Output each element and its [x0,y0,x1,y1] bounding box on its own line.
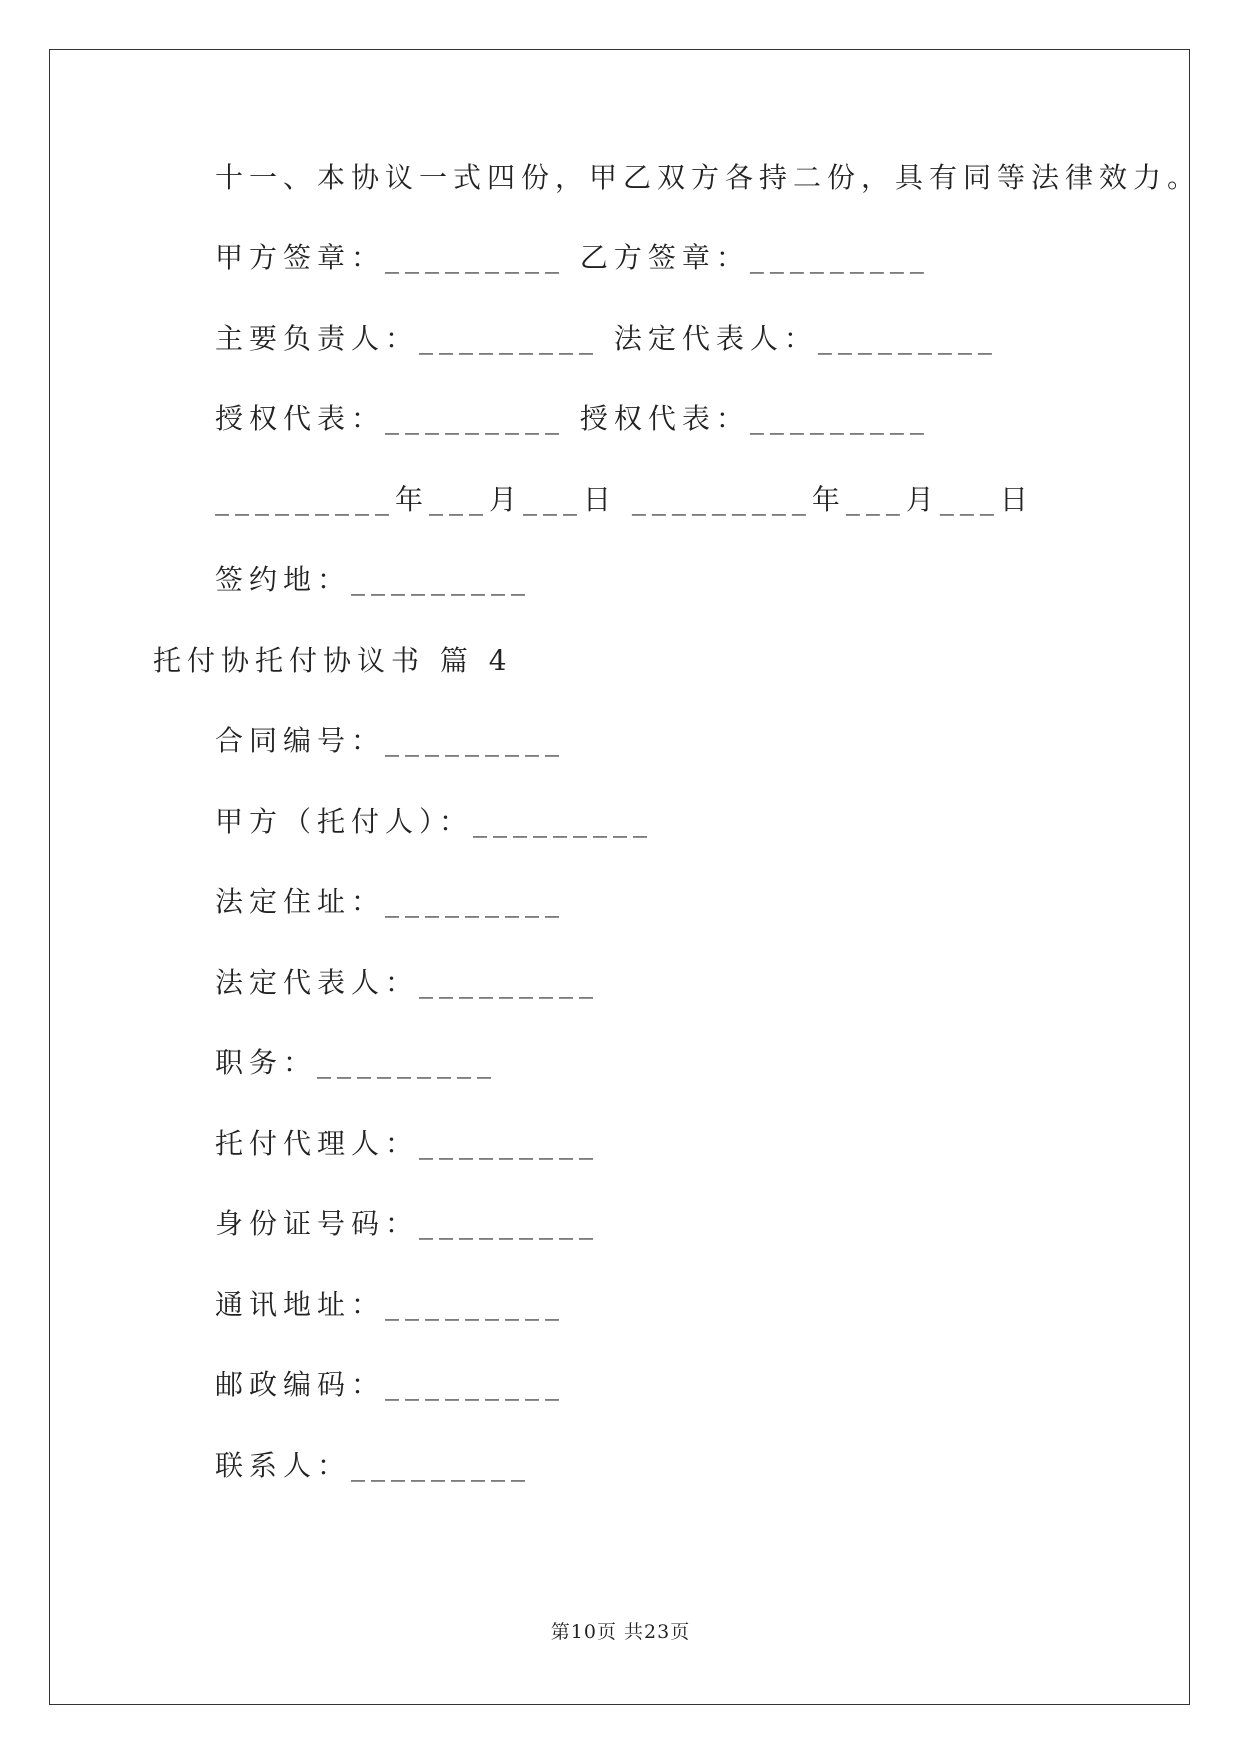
field-contact-person: 联系人：_________ [215,1449,532,1482]
field-legal-address: 法定住址：_________ [215,885,566,918]
signature-line: 甲方签章：_________ 乙方签章：_________ [215,241,930,274]
field-party-a: 甲方（托付人）：_________ [215,805,654,838]
field-legal-representative: 法定代表人：_________ [215,966,600,999]
date-line: _________年___月___日 _________年___月___日 [215,483,1034,516]
field-mailing-address: 通讯地址：_________ [215,1288,566,1321]
field-id-number: 身份证号码：_________ [215,1207,600,1240]
field-position: 职务：_________ [215,1046,498,1079]
field-postal-code: 邮政编码：_________ [215,1368,566,1401]
clause-eleven: 十一、本协议一式四份，甲乙双方各持二份，具有同等法律效力。 [215,161,1202,194]
section-heading: 托付协托付协议书 篇 4 [153,644,513,677]
authorized-representative-line: 授权代表：_________ 授权代表：_________ [215,402,930,435]
responsible-person-line: 主要负责人：_________ 法定代表人：_________ [215,322,998,355]
field-agent: 托付代理人：_________ [215,1127,600,1160]
page-number-footer: 第10页 共23页 [550,1621,691,1643]
field-contract-number: 合同编号：_________ [215,724,566,757]
signing-place-line: 签约地：_________ [215,563,532,596]
